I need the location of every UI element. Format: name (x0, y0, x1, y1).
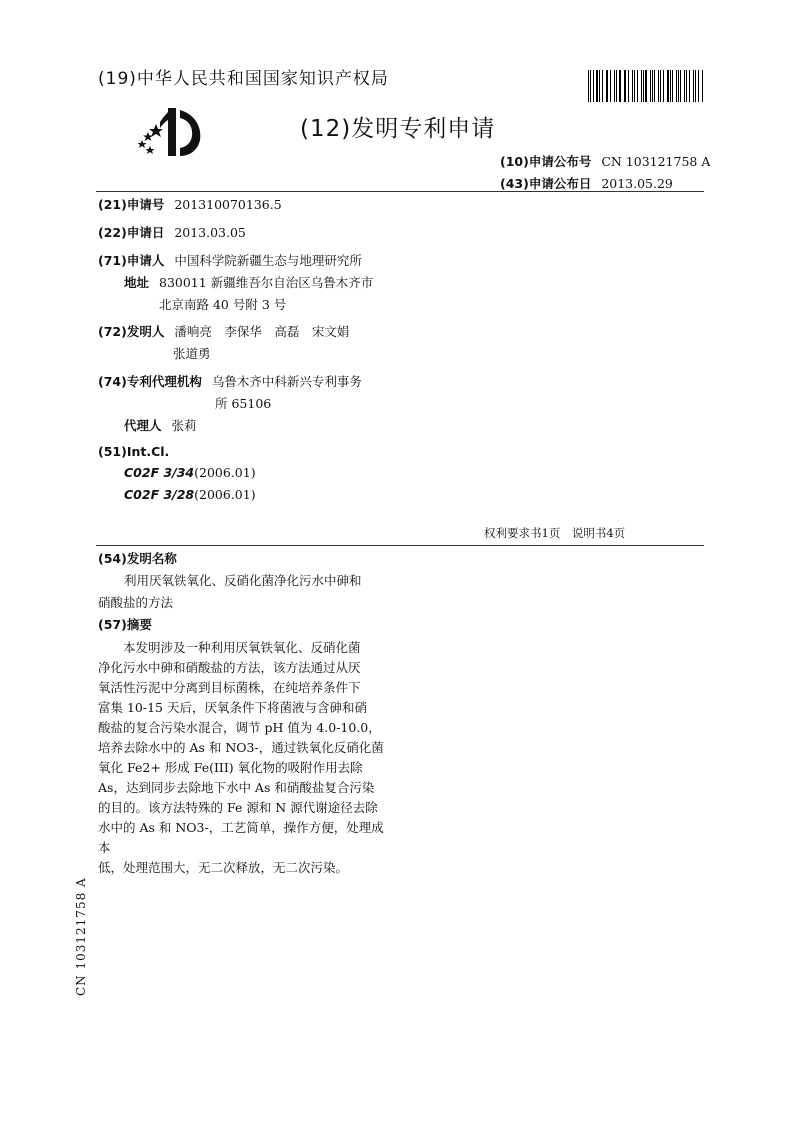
address-label: 地址 (124, 275, 150, 290)
barcode-bar (614, 70, 615, 102)
application-date-row (98, 225, 246, 241)
inventors-line-1: 潘响亮 李保华 高磊 宋文娟 (174, 324, 350, 339)
barcode-bar (686, 70, 687, 102)
abstract-line: As，达到同步去除地下水中 As 和硝酸盐复合污染 (98, 780, 375, 795)
ipc-version: (2006.01) (194, 487, 256, 502)
barcode-bar (652, 70, 653, 102)
barcode-bar (693, 70, 694, 102)
abstract-line: 氧化 Fe2+ 形成 Fe(III) 氧化物的吸附作用去除 (98, 760, 363, 775)
barcode-bar (625, 70, 626, 102)
barcode-bar (654, 70, 655, 102)
agency-label: (74)专利代理机构 (98, 374, 202, 389)
abstract-line: 氧活性污泥中分离到目标菌株，在纯培养条件下 (98, 680, 361, 695)
application-number: 201310070136.5 (174, 197, 282, 212)
barcode-bar (607, 70, 608, 102)
section-divider (96, 545, 704, 546)
title-label-text: (54)发明名称 (98, 551, 177, 566)
ipc-version: (2006.01) (194, 465, 256, 480)
barcode-bar (678, 70, 679, 102)
barcode-bar (606, 70, 607, 102)
barcode-bar (663, 70, 664, 102)
barcode-bar (676, 70, 677, 102)
ipc-code: C02F 3/28 (124, 487, 195, 502)
agency-line-1: 乌鲁木齐中科新兴专利事务 (211, 374, 362, 389)
barcode-bar (634, 70, 635, 102)
barcode-bar (602, 70, 603, 102)
barcode-bar (660, 70, 661, 102)
barcode-bar (643, 70, 644, 102)
barcode-bar (637, 70, 638, 102)
document-type: (12)发明专利申请 (300, 116, 496, 142)
ipc-entry (124, 465, 256, 481)
barcode-bar (632, 70, 633, 102)
agent: 张莉 (171, 418, 197, 433)
applicant-row (98, 253, 362, 269)
barcode-bar (616, 70, 617, 102)
address-row (124, 275, 373, 291)
abstract-line: 低，处理范围大，无二次释放，无二次污染。 (98, 860, 349, 875)
barcode-bar (680, 70, 681, 102)
barcode-bar (698, 70, 699, 102)
inventor-label: (72)发明人 (98, 324, 165, 339)
abstract-line: 酸盐的复合污染水混合，调节 pH 值为 4.0-10.0， (98, 720, 381, 735)
side-publication-number: CN 103121758 A (74, 877, 88, 996)
application-date-label: (22)申请日 (98, 225, 165, 240)
cnipa-logo (128, 100, 208, 162)
publication-date-label: (43)申请公布日 (500, 176, 592, 191)
header-divider (96, 191, 704, 192)
barcode-bar (599, 70, 601, 102)
patent-office: (19)中华人民共和国国家知识产权局 (98, 69, 389, 89)
application-date: 2013.03.05 (174, 225, 246, 240)
application-number-row (98, 197, 282, 213)
applicant: 中国科学院新疆生态与地理研究所 (174, 253, 362, 268)
barcode-bar (650, 70, 651, 102)
ipc-label (98, 444, 169, 460)
publication-number-label: (10)申请公布号 (500, 154, 592, 169)
agency-line-2: 所 65106 (215, 396, 272, 411)
barcode-bar (641, 70, 642, 102)
ipc-entry (124, 487, 256, 503)
ipc-label-text: (51)Int.Cl. (98, 444, 170, 459)
inventors-line-2: 张道勇 (173, 346, 211, 361)
abstract-body (98, 638, 394, 878)
abstract-line: 培养去除水中的 As 和 NO3-，通过铁氧化反硝化菌 (98, 740, 384, 755)
address-line-1: 830011 新疆维吾尔自治区乌鲁木齐市 (159, 275, 374, 290)
barcode-bar (702, 70, 703, 102)
barcode-bar (590, 70, 591, 102)
barcode-bar (695, 70, 697, 102)
barcode-bar (684, 70, 685, 102)
abstract-line: 的目的。该方法特殊的 Fe 源和 N 源代谢途径去除 (98, 800, 378, 815)
title-label (98, 551, 177, 567)
agency-row (98, 374, 362, 390)
barcode-bar (670, 70, 671, 102)
abstract-line: 富集 10-15 天后，厌氧条件下将菌液与含砷和硝 (98, 700, 367, 715)
publication-date-row (500, 174, 673, 192)
applicant-label: (71)申请人 (98, 253, 165, 268)
agent-label: 代理人 (124, 418, 162, 433)
agent-row (124, 418, 197, 434)
barcode-bar (645, 70, 647, 102)
invention-title-line-1: 利用厌氧铁氧化、反硝化菌净化污水中砷和 (124, 573, 362, 588)
abstract-line: 净化污水中砷和硝酸盐的方法，该方法通过从厌 (98, 660, 361, 675)
page-counts: 权利要求书1页 说明书4页 (484, 526, 626, 540)
barcode-bar (624, 70, 625, 102)
barcode-bar (628, 70, 629, 102)
address-line-2: 北京南路 40 号附 3 号 (159, 297, 287, 312)
barcode-bar (689, 70, 690, 102)
invention-title-line-2: 硝酸盐的方法 (98, 595, 174, 610)
barcode-bar (588, 70, 589, 102)
inventor-row (98, 324, 349, 340)
barcode-bar (672, 70, 673, 102)
barcode-bar (610, 70, 611, 102)
abstract-line: 本发明涉及一种利用厌氧铁氧化、反硝化菌 (98, 640, 361, 655)
barcode-bar (658, 70, 659, 102)
publication-number: CN 103121758 A (601, 154, 711, 169)
abstract-label (98, 617, 152, 633)
barcode-bar (619, 70, 621, 102)
publication-date: 2013.05.29 (601, 176, 673, 191)
barcode (588, 70, 704, 102)
ipc-code: C02F 3/34 (124, 465, 195, 480)
barcode-bar (667, 70, 669, 102)
barcode-bar (596, 70, 597, 102)
publication-number-row (500, 152, 710, 170)
barcode-bar (593, 70, 594, 102)
abstract-line: 水中的 As 和 NO3-，工艺简单，操作方便，处理成本 (98, 820, 384, 855)
application-number-label: (21)申请号 (98, 197, 165, 212)
abstract-label-text: (57)摘要 (98, 617, 152, 632)
